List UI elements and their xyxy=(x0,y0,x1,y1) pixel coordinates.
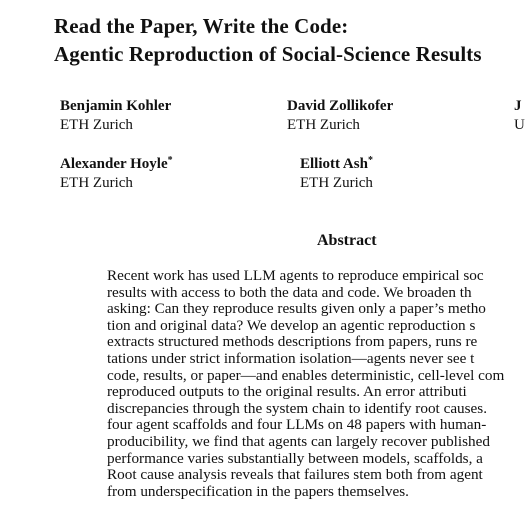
abstract-line: reproduced outputs to the original results. An error attributi xyxy=(107,383,467,401)
abstract-line: asking: Can they reproduce results given only a paper’s metho xyxy=(107,300,486,318)
author-affiliation: U xyxy=(514,117,525,133)
abstract-line: tations under strict information isolation—agents never see t xyxy=(107,349,475,367)
abstract-line: discrepancies through the system chain to identify root causes. xyxy=(107,399,488,417)
author-affiliation: ETH Zurich xyxy=(300,175,373,191)
paper-title xyxy=(54,12,482,68)
abstract-heading: Abstract xyxy=(317,232,377,249)
author-name: David Zollikofer xyxy=(287,98,394,114)
abstract-line: code, results, or paper—and enables deterministic, cell-level com xyxy=(107,366,505,384)
paper-title-line-1: Read the Paper, Write the Code: xyxy=(54,14,349,38)
author-marker: * xyxy=(167,155,173,166)
author-block xyxy=(287,97,393,135)
abstract-line: Root cause analysis reveals that failures stem both from agent xyxy=(107,466,483,484)
author-marker: * xyxy=(367,155,373,166)
author-name: Alexander Hoyle* xyxy=(60,155,173,172)
author-name: Benjamin Kohler xyxy=(60,98,172,114)
author-block xyxy=(60,97,171,135)
abstract-line: tion and original data? We develop an agentic reproduction s xyxy=(107,316,476,334)
author-affiliation: ETH Zurich xyxy=(287,117,360,133)
author-name: J xyxy=(514,98,522,114)
author-block xyxy=(514,97,525,135)
author-name: Elliott Ash* xyxy=(300,155,373,172)
author-block xyxy=(300,155,373,193)
author-affiliation: ETH Zurich xyxy=(60,117,133,133)
author-affiliation: ETH Zurich xyxy=(60,175,133,191)
abstract-line: performance varies substantially between models, scaffolds, a xyxy=(107,449,483,467)
abstract-line: from underspecification in the papers themselves. xyxy=(107,482,409,500)
abstract-line: four agent scaffolds and four LLMs on 48 papers with human- xyxy=(107,416,487,434)
abstract-body xyxy=(107,268,504,500)
abstract-line: Recent work has used LLM agents to reproduce empirical soc xyxy=(107,267,484,284)
paper-title-line-2: Agentic Reproduction of Social-Science Results xyxy=(54,42,482,66)
abstract-line: results with access to both the data and code. We broaden th xyxy=(107,283,472,301)
abstract-line: producibility, we find that agents can largely recover published xyxy=(107,432,490,450)
abstract-line: extracts structured methods descriptions from papers, runs re xyxy=(107,333,478,351)
author-block xyxy=(60,155,173,193)
